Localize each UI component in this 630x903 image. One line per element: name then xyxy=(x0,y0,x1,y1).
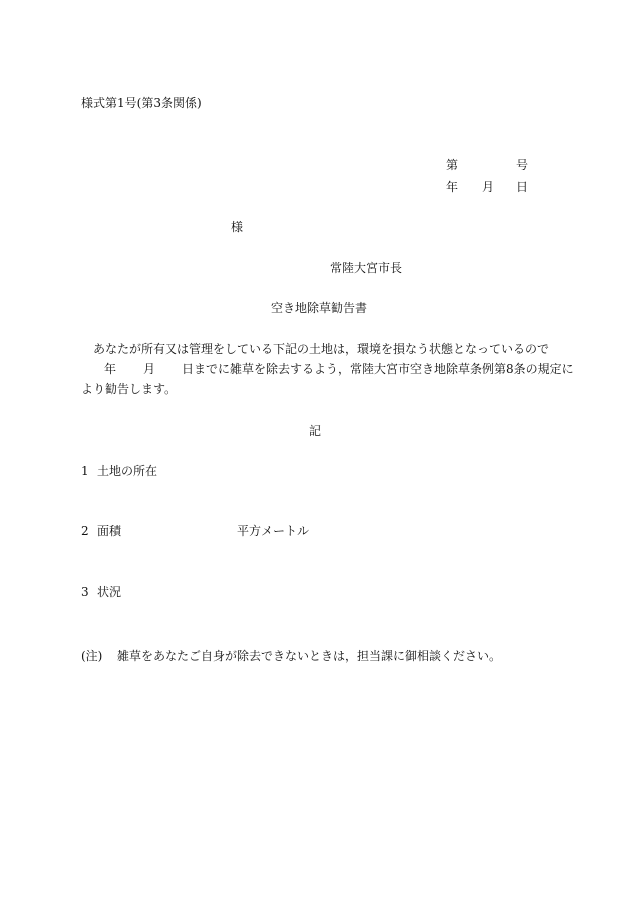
date-month-label: 月 xyxy=(482,180,495,194)
item-condition xyxy=(81,586,121,598)
body-text-line-2 xyxy=(78,363,574,375)
deadline-month-label: 月 xyxy=(143,362,156,376)
area-unit: 平方メートル xyxy=(237,524,310,538)
addressee-honorific: 様 xyxy=(231,220,244,234)
body-text-line-3: より勧告します。 xyxy=(81,382,177,396)
item-number: 2 xyxy=(81,524,89,538)
item-label: 状況 xyxy=(97,585,122,599)
document-number-prefix: 第 xyxy=(446,158,459,172)
form-number: 様式第1号(第3条関係) xyxy=(81,96,202,110)
date-day-label: 日 xyxy=(516,180,529,194)
item-label: 面積 xyxy=(97,524,122,538)
note xyxy=(81,650,501,662)
item-land-location xyxy=(81,465,157,477)
ki-heading: 記 xyxy=(309,424,322,438)
item-area xyxy=(81,525,121,537)
deadline-year-label: 年 xyxy=(104,362,117,376)
note-text: 雑草をあなたご自身が除去できないときは，担当課に御相談ください。 xyxy=(117,649,502,663)
document-title: 空き地除草勧告書 xyxy=(271,301,368,315)
sender-name: 常陸大宮市長 xyxy=(330,261,403,275)
document-number-suffix: 号 xyxy=(516,158,529,172)
note-label: (注) xyxy=(81,649,103,663)
body-text-line-1: あなたが所有又は管理をしている下記の土地は，環境を損なう状態となっているので xyxy=(93,342,550,356)
item-label: 土地の所在 xyxy=(97,464,158,478)
date-year-label: 年 xyxy=(446,180,459,194)
item-number: 3 xyxy=(81,585,89,599)
item-number: 1 xyxy=(81,464,89,478)
deadline-text: 日までに雑草を除去するよう，常陸大宮市空き地除草条例第8条の規定に xyxy=(182,362,574,376)
